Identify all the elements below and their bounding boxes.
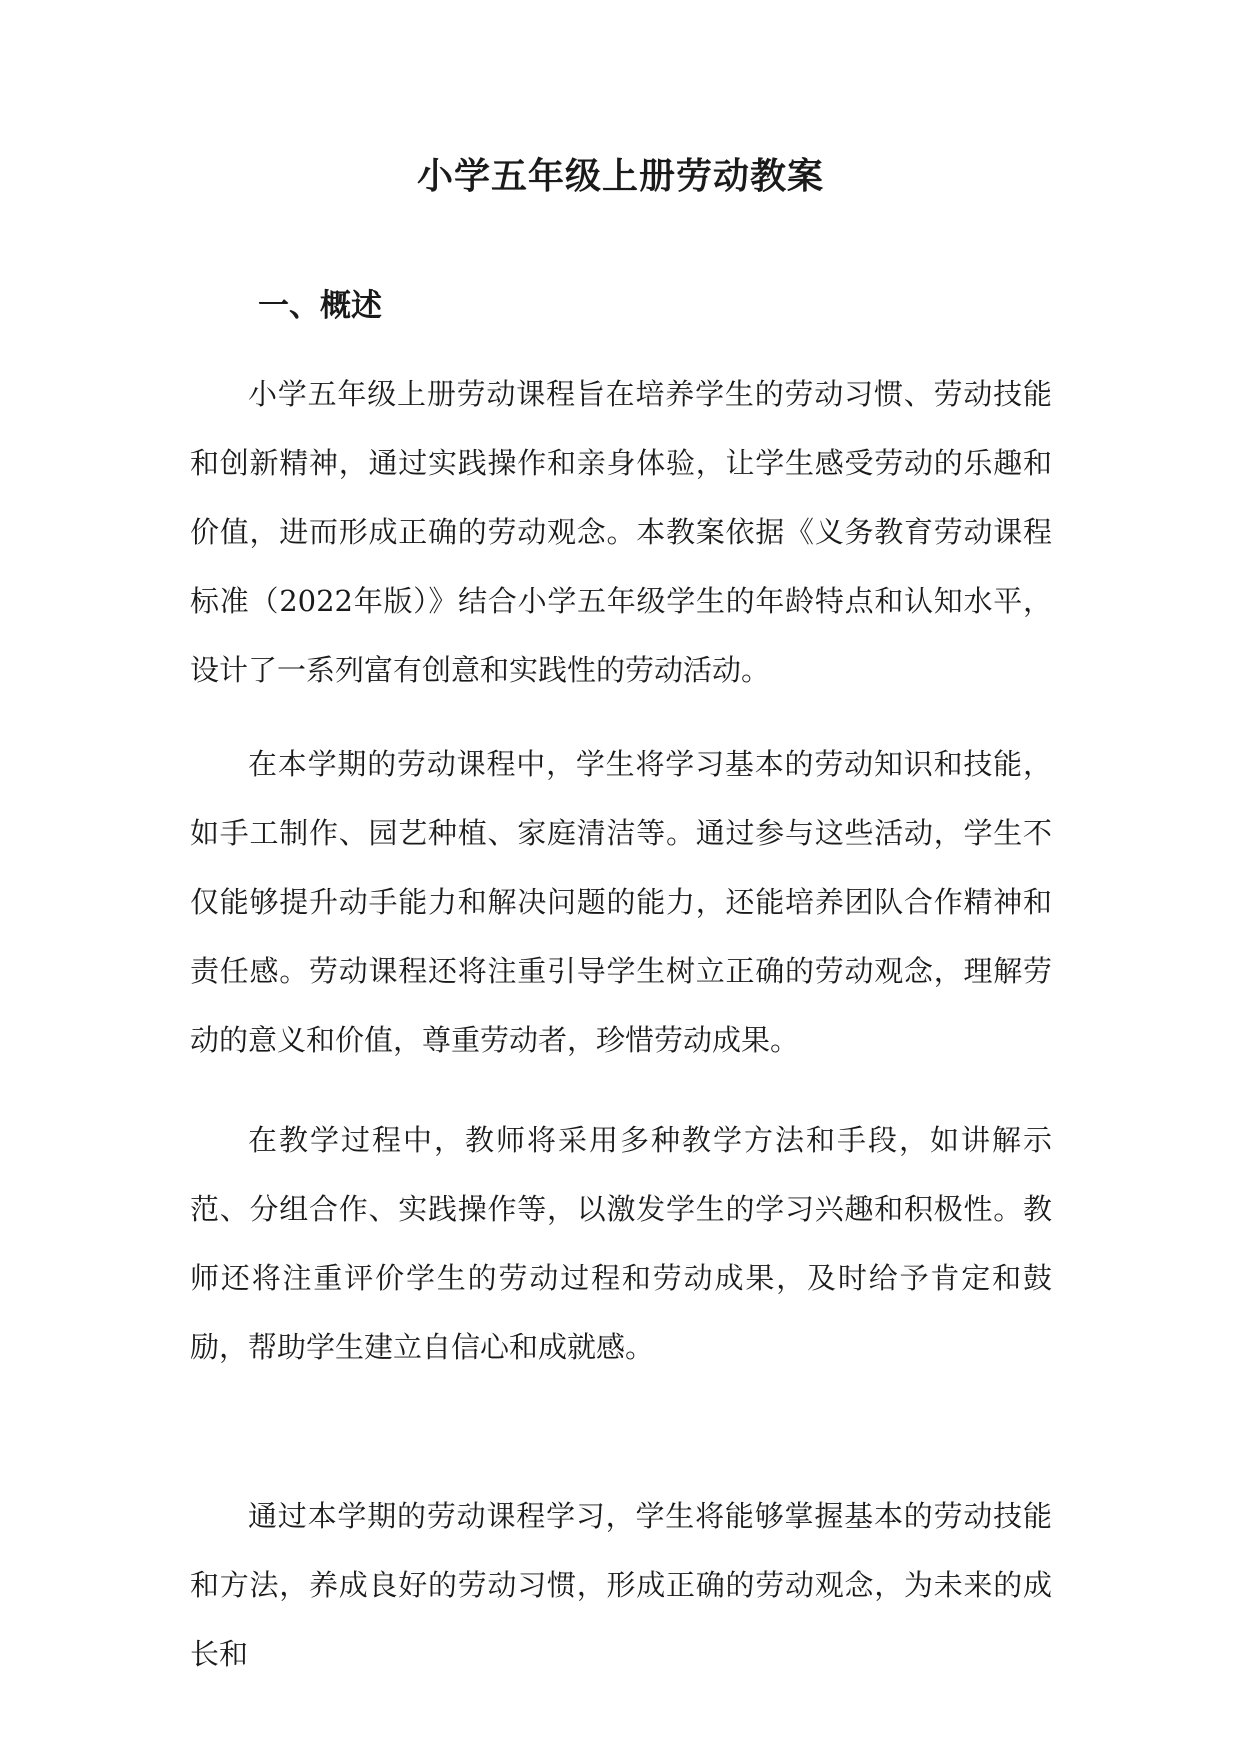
body-paragraph: 小学五年级上册劳动课程旨在培养学生的劳动习惯、劳动技能和创新精神，通过实践操作和亲身体验，让学生感受劳动的乐趣和价值，进而形成正确的劳动观念。本教案依据《义务教育劳动课程标准（2022年版）》结合小学五年级学生的年龄特点和认知水平，设计了一系列富有创意和实践性的劳动活动。: [190, 377, 1052, 687]
body-paragraph: 在教学过程中，教师将采用多种教学方法和手段，如讲解示范、分组合作、实践操作等，以激发学生的学习兴趣和积极性。教师还将注重评价学生的劳动过程和劳动成果，及时给予肯定和鼓励，帮助学生建立自信心和成就感。: [190, 1123, 1052, 1364]
page-title: 小学五年级上册劳动教案: [416, 155, 824, 197]
body-paragraph: 在本学期的劳动课程中，学生将学习基本的劳动知识和技能，如手工制作、园艺种植、家庭清洁等。通过参与这些活动，学生不仅能够提升动手能力和解决问题的能力，还能培养团队合作精神和责任感。劳动课程还将注重引导学生树立正确的劳动观念，理解劳动的意义和价值，尊重劳动者，珍惜劳动成果。: [190, 747, 1052, 1057]
body-paragraph: 通过本学期的劳动课程学习，学生将能够掌握基本的劳动技能和方法，养成良好的劳动习惯，形成正确的劳动观念，为未来的成长和: [190, 1499, 1052, 1671]
section-heading: 一、概述: [258, 288, 382, 324]
